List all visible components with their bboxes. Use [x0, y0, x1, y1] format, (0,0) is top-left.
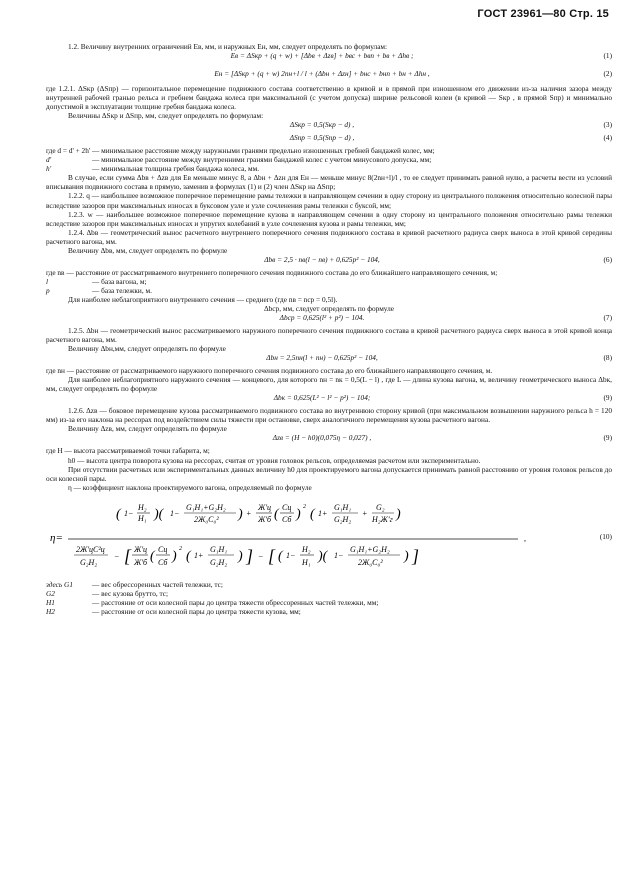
paragraph-outer-section: Для наиболее неблагоприятного наружного сечения — концевого, для которого nн = nк = 0,5(L − l) , где L — длина кузова вагона, м, величину геометрического выноса Δbк, мм, следует определять по формуле — [46, 375, 612, 394]
paragraph-1-2: 1.2. Величину внутренних ограничений Eв, мм, и наружных Eн, мм, следует определять по формулам: — [68, 42, 388, 51]
formula-3-number: (3) — [603, 120, 612, 130]
paragraph-h0: h0 — высота центра поворота кузова на рессорах, считая от уровня головок рельсов, определяемая расчетом или экспериментально. — [68, 455, 481, 465]
svg-text:Сц: Сц — [282, 502, 292, 512]
svg-text:(: ( — [278, 548, 283, 564]
definition-symbol: d' — [46, 155, 52, 165]
definition-g1 — [46, 580, 612, 589]
formula-6 — [46, 255, 612, 268]
paragraph-where-h: где H — высота рассматриваемой точки габарита, м; — [46, 446, 210, 456]
svg-text:]: ] — [412, 545, 420, 566]
formula-8-number: (8) — [603, 353, 612, 363]
svg-text:Ж'б: Ж'б — [258, 514, 272, 524]
paragraph-where-n-v: где nв — расстояние от рассматриваемого внутреннего поперечного сечения подвижного состава до его ближайшего направляющего сечения, м; — [46, 267, 498, 277]
svg-text:−: − — [114, 551, 120, 561]
paragraph-value-db-v: Величину Δbв, мм, следует определять по формуле — [68, 245, 228, 255]
svg-text:Ж'б: Ж'б — [134, 557, 148, 567]
page-body — [46, 42, 612, 616]
svg-text:Сц: Сц — [158, 544, 168, 554]
paragraph-where-n-n: где nн — расстояние от рассматриваемого наружного поперечного сечения подвижного состава до его ближайшего направляющего сечения, м. — [46, 366, 493, 376]
svg-text:G₁H₁+G₂H₂: G₁H₁+G₂H₂ — [350, 544, 390, 554]
formula-3-text: ΔSкр = 0,5(Sкр − d) , — [289, 120, 355, 130]
svg-text:): ) — [238, 548, 243, 564]
paragraph-value-dz: Величину Δzв, мм, следует определять по формуле — [68, 424, 227, 434]
svg-text:(: ( — [310, 506, 315, 522]
formula-6-text: Δbв = 2,5 · nв(l − nв) + 0,625p² − 104, — [264, 254, 380, 264]
definition-text: — расстояние от оси колесной пары до центра тяжести кузова, мм; — [92, 606, 301, 616]
formula-4-number: (4) — [603, 133, 612, 143]
formula-1-number: (1) — [603, 51, 612, 61]
svg-text:2Ж₀С₀²: 2Ж₀С₀² — [358, 557, 383, 567]
definition-text: — база вагона, м; — [92, 276, 147, 286]
definition-h2 — [46, 607, 612, 616]
svg-text:G₂H₂: G₂H₂ — [210, 557, 228, 567]
definition-text: — вес обрессоренных частей тележки, тс; — [92, 579, 223, 589]
formula-2 — [46, 64, 612, 84]
svg-text:G₁H₁+G₂H₂: G₁H₁+G₂H₂ — [186, 502, 226, 512]
paragraph-1-2-3: 1.2.3. w — наибольшее возможное поперечное перемещение кузова в направляющем сечении в одну сторону из центрального положения относительно рамы тележки вследствие зазоров при максимальных износах и упругих колебаний в узле сочленения кузова и рамы тележки, мм; — [46, 209, 612, 228]
paragraph-1-2-1: где 1.2.1. ΔSкр (ΔSпр) — горизонтальное перемещение подвижного состава соответственно в кривой и в прямой при изношенном его движении из-за наличия зазора между внутренней рабочей гранью рельса и гребнем бандажа колеса при максимальной (с учетом допуска) ширине рельсовой колеи (в кривой — Sкр , в прямой Sпр) и минимально допустимой в эксплуатации толщине гребня бандажа колеса. — [46, 84, 612, 112]
svg-text:1−: 1− — [286, 550, 296, 560]
paragraph-1-2-2: 1.2.2. q — наибольшее возможное поперечное перемещение рамы тележки в направляющем сечении в одну сторону из центрального положения относительно колесной пары вследствие зазоров при максимальных износах в буксовом узле и узле сочленения рамы тележки с буксой, мм; — [46, 191, 612, 210]
svg-text:(: ( — [186, 548, 191, 564]
svg-text:): ) — [396, 506, 401, 522]
formula-1-text: Eв = ΔSкр + (q + w) + [Δbв + Δzв] + bвс + bвп + bв + Δhв ; — [230, 51, 414, 61]
formula-9b — [46, 433, 612, 446]
definition-p — [46, 286, 612, 295]
svg-text:(: ( — [116, 506, 121, 522]
formula-8 — [46, 353, 612, 366]
svg-text:+: + — [246, 508, 252, 518]
formula-7-text: Δbср = 0,625(l² + p²) − 104. — [279, 313, 365, 323]
svg-text:1+: 1+ — [318, 508, 328, 518]
formula-2-number: (2) — [603, 69, 612, 79]
definition-d-prime — [46, 155, 612, 164]
svg-text:−: − — [258, 551, 264, 561]
svg-text:,: , — [524, 533, 526, 543]
formula-2-text: Eн = [ΔSкр + (q + w) 2nн+l / l + (Δbн + Δzн] + bнс + bнп + bн + Δhн , — [214, 69, 430, 79]
svg-text:H₁: H₁ — [138, 513, 147, 523]
svg-text:2Ж₀С₀²: 2Ж₀С₀² — [194, 514, 219, 524]
definition-symbol: G2 — [46, 588, 55, 598]
paragraph-eta: η — коэффициент наклона проектируемого вагона, определяемый по формуле — [68, 482, 312, 492]
svg-text:G₂H₂: G₂H₂ — [80, 557, 98, 567]
paragraph-inner-section: Для наиболее неблагоприятного внутреннего сечения — среднего (где nв = nср = 0,5l). — [68, 294, 338, 304]
svg-text:1−: 1− — [170, 508, 180, 518]
svg-text:Ж'ц: Ж'ц — [134, 544, 148, 554]
paragraph-no-data: При отсутствии расчетных или экспериментальных данных величину h0 для проектируемого вагона допускается принимать равной расстоянию от уровня головок рельсов до оси колесной пары. — [46, 464, 612, 483]
svg-text:(: ( — [150, 548, 155, 564]
svg-text:[: [ — [268, 545, 276, 566]
formula-7-number: (7) — [603, 313, 612, 323]
svg-text:+: + — [362, 508, 368, 518]
svg-text:Сб: Сб — [282, 514, 292, 524]
svg-text:G₂: G₂ — [376, 502, 385, 512]
formula-10-graphic — [46, 494, 594, 580]
paragraph-formulas-intro: Величины ΔSкр и ΔSпр, мм, следует определять по формулам: — [68, 111, 264, 121]
svg-text:): ) — [238, 506, 243, 522]
definition-text: — минимальная толщина гребня бандажа колеса, мм. — [92, 164, 260, 174]
page-header: ГОСТ 23961—80 Стр. 15 — [477, 8, 609, 20]
definition-text: — база тележки, м. — [92, 285, 152, 295]
definition-symbol: h' — [46, 164, 52, 174]
formula-10 — [46, 494, 612, 580]
formula-7 — [46, 313, 612, 326]
formula-9b-text: Δzв = (H − h0)(0,075η − 0,027) , — [272, 433, 372, 443]
paragraph-where-d: где d = d' + 2h' — минимальное расстояние между наружными гранями предельно изношенных гребней бандажей колес, мм; — [46, 146, 435, 156]
paragraph-1-2-5: 1.2.5. Δbн — геометрический вынос рассматриваемого наружного поперечного сечения подвижного состава в кривой расчетного радиуса сверх выноса в этой кривой конца расчетного вагона, мм. — [46, 326, 612, 345]
svg-text:H₁: H₁ — [302, 557, 311, 567]
svg-text:H₂: H₂ — [138, 502, 147, 512]
definition-symbol: p — [46, 285, 50, 295]
svg-text:[: [ — [124, 545, 132, 566]
paragraph-1-2-4: 1.2.4. Δbв — геометрический вынос расчетного внутреннего поперечного сечения подвижного состава в кривой расчетного радиуса сверх выноса в этой кривой середины расчетного вагона, мм. — [46, 227, 612, 246]
definition-symbol: H1 — [46, 597, 55, 607]
svg-text:1+: 1+ — [194, 550, 204, 560]
formula-6-number: (6) — [603, 254, 612, 264]
definition-symbol: H2 — [46, 606, 55, 616]
formula-8-text: Δbн = 2,5nн(l + nн) − 0,625p² − 104, — [266, 353, 378, 363]
paragraph-1-2-6: 1.2.6. Δzв — боковое перемещение кузова рассматриваемого подвижного состава во внутреннюю сторону кривой (при максимальном возвышении наружного рельса h = 120 мм) из-за его наклона на рессорах под воздействием силы тяжести при остановке, сверх аналогичного перемещения кузова расчетного вагона. — [46, 406, 612, 425]
paragraph-value-db-n: Величину Δbн,мм, следует определять по формуле — [68, 344, 226, 354]
formula-10-number: (10) — [599, 531, 612, 541]
formula-4 — [46, 133, 612, 146]
definition-text: — расстояние от оси колесной пары до центра тяжести обрессоренных частей тележки, мм; — [92, 597, 379, 607]
svg-text:)(: )( — [154, 506, 164, 522]
svg-text:1−: 1− — [124, 508, 134, 518]
svg-text:H₂Ж'г: H₂Ж'г — [372, 514, 393, 524]
definition-text: — вес кузова брутто, тс; — [92, 588, 169, 598]
svg-text:2: 2 — [179, 545, 182, 552]
definition-l — [46, 277, 612, 286]
svg-text:2: 2 — [303, 503, 306, 510]
svg-text:Сб: Сб — [158, 557, 168, 567]
svg-text:): ) — [172, 548, 177, 564]
svg-text:G₁H₁: G₁H₁ — [334, 502, 352, 512]
paragraph-sum-condition: В случае, если сумма Δbв + Δzв для Eв меньше минус 8, а Δbн + Δzн для Eн — меньше минус 8(2nн+l)/l , то ее следует принимать равной нулю, а расчеты вести из условий вписывания подвижного состава в прямую, заменив в формулах (1) и (2) член ΔSкр на ΔSпр; — [46, 173, 612, 192]
svg-text:G₂H₂: G₂H₂ — [334, 514, 352, 524]
formula-3 — [46, 120, 612, 133]
svg-text:1−: 1− — [334, 550, 344, 560]
definition-h1 — [46, 598, 612, 607]
formula-1 — [46, 51, 612, 64]
definition-h-prime — [46, 164, 612, 173]
definition-g2 — [46, 589, 612, 598]
definition-symbol: l — [46, 276, 49, 286]
svg-text:)(: )( — [318, 548, 328, 564]
formula-9-text: Δbк = 0,625(L² − l² − p²) − 104; — [273, 393, 371, 403]
formula-9b-number: (9) — [603, 433, 612, 443]
definition-symbol: здесь G1 — [46, 579, 73, 589]
svg-text:2Ж'цС²ц: 2Ж'цС²ц — [76, 544, 105, 554]
svg-text:G₁H₁: G₁H₁ — [210, 544, 228, 554]
formula-9-number: (9) — [603, 393, 612, 403]
formula-9 — [46, 393, 612, 406]
definition-text: — минимальное расстояние между внутренними гранями бандажей колес с учетом минусового допуска, мм; — [92, 155, 432, 165]
svg-text:H₂: H₂ — [302, 544, 311, 554]
svg-text:]: ] — [246, 545, 254, 566]
svg-text:Ж'ц: Ж'ц — [258, 502, 272, 512]
paragraph-db-sr: Δbср, мм, следует определять по формуле — [263, 303, 395, 313]
svg-text:(: ( — [274, 506, 279, 522]
formula-4-text: ΔSпр = 0,5(Sпр − d) , — [289, 133, 355, 143]
svg-text:η=: η= — [50, 531, 63, 544]
svg-text:): ) — [296, 506, 301, 522]
svg-text:): ) — [404, 548, 409, 564]
